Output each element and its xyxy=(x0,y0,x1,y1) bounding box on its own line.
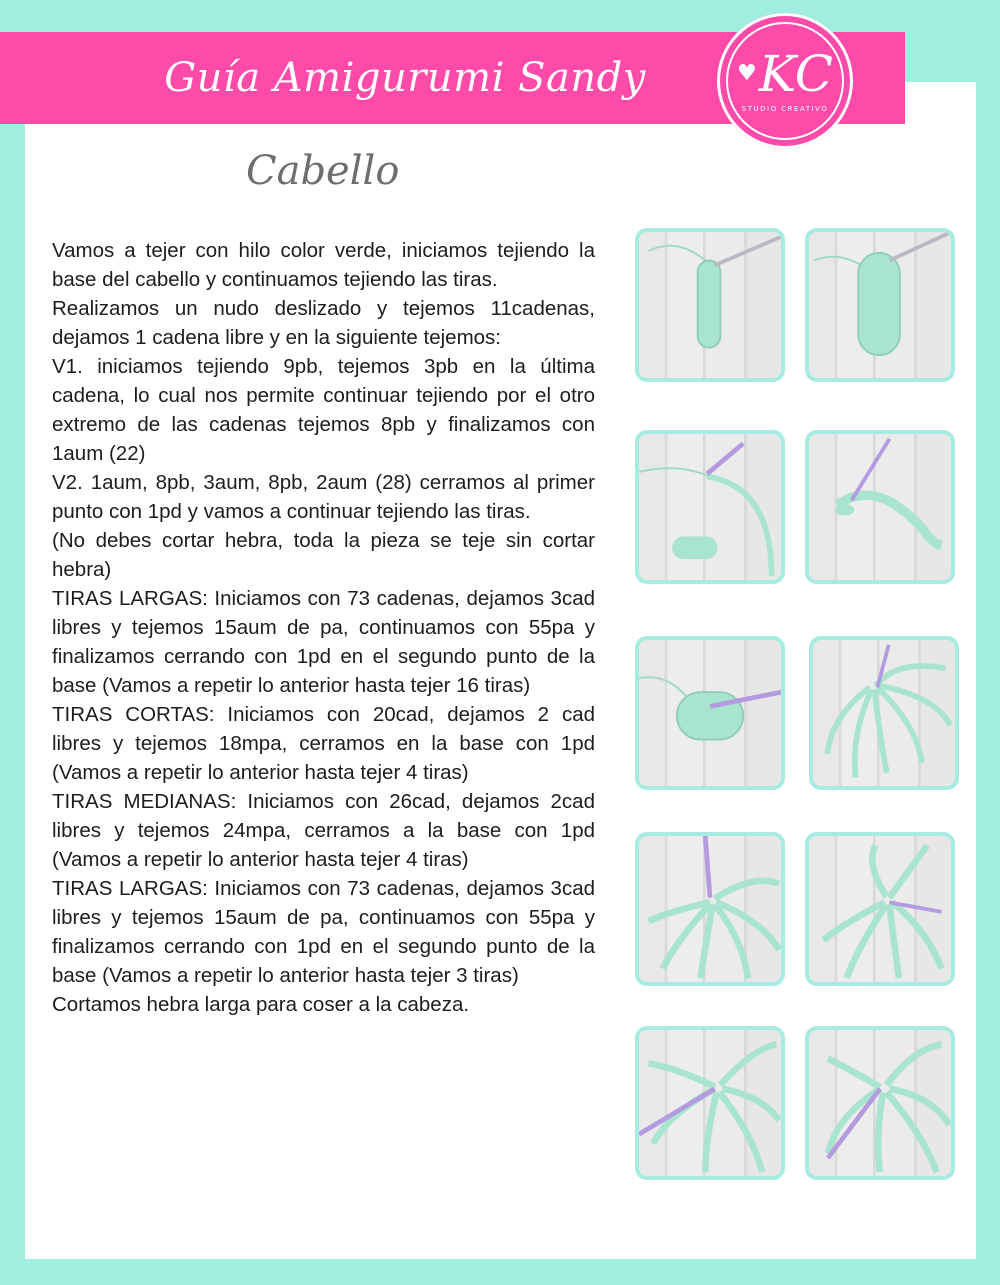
paragraph-note: (No debes cortar hebra, toda la pieza se teje sin cortar hebra) xyxy=(52,529,595,581)
photo-step-8 xyxy=(805,832,955,986)
guide-title: Guía Amigurumi Sandy xyxy=(164,55,646,101)
logo-ring xyxy=(726,22,844,140)
logo-mark xyxy=(736,45,833,103)
paragraph-finish: Cortamos hebra larga para coser a la cabeza. xyxy=(52,993,470,1016)
instructions xyxy=(52,236,595,1019)
paragraph-v1: V1. iniciamos tejiendo 9pb, tejemos 3pb en la última cadena, lo cual nos permite continuar tejiendo por el otro extremo de las cadenas tejemos 8pb y finalizamos con 1aum (22) xyxy=(52,355,595,465)
studio-logo xyxy=(717,13,853,149)
photo-step-3 xyxy=(635,430,785,584)
heart-icon: ♥ xyxy=(736,61,757,86)
paragraph-medium-strips: TIRAS MEDIANAS: Iniciamos con 26cad, dejamos 2cad libres y tejemos 24mpa, cerramos a la base con 1pd (Vamos a repetir lo anterior hasta tejer 4 tiras) xyxy=(52,790,595,871)
photo-step-6 xyxy=(809,636,959,790)
photo-step-7 xyxy=(635,832,785,986)
paragraph-long-strips-2: TIRAS LARGAS: Iniciamos con 73 cadenas, dejamos 3cad libres y tejemos 15aum de pa, continuamos con 55pa y finalizamos cerrando con 1pd en el segundo punto de la base (Vamos a repetir lo anterior hasta tejer 3 tiras) xyxy=(52,877,595,987)
photo-step-2 xyxy=(805,228,955,382)
logo-subtitle: STUDIO CREATIVO xyxy=(741,105,829,113)
paragraph-start: Realizamos un nudo deslizado y tejemos 11cadenas, dejamos 1 cadena libre y en la siguiente tejemos: xyxy=(52,297,595,349)
paragraph-long-strips: TIRAS LARGAS: Iniciamos con 73 cadenas, dejamos 3cad libres y tejemos 15aum de pa, continuamos con 55pa y finalizamos cerrando con 1pd en el segundo punto de la base (Vamos a repetir lo anterior hasta tejer 16 tiras) xyxy=(52,587,595,697)
photo-step-9 xyxy=(635,1026,785,1180)
photo-step-4 xyxy=(805,430,955,584)
photo-step-5 xyxy=(635,636,785,790)
section-title: Cabello xyxy=(246,148,400,194)
photo-step-10 xyxy=(805,1026,955,1180)
paragraph-v2: V2. 1aum, 8pb, 3aum, 8pb, 2aum (28) cerramos al primer punto con 1pd y vamos a continuar tejiendo las tiras. xyxy=(52,471,595,523)
paragraph-intro: Vamos a tejer con hilo color verde, iniciamos tejiendo la base del cabello y continuamos tejiendo las tiras. xyxy=(52,239,595,291)
logo-initials: KC xyxy=(758,45,833,103)
photo-step-1 xyxy=(635,228,785,382)
paragraph-short-strips: TIRAS CORTAS: Iniciamos con 20cad, dejamos 2 cad libres y tejemos 18mpa, cerramos en la base con 1pd (Vamos a repetir lo anterior hasta tejer 4 tiras) xyxy=(52,703,595,784)
